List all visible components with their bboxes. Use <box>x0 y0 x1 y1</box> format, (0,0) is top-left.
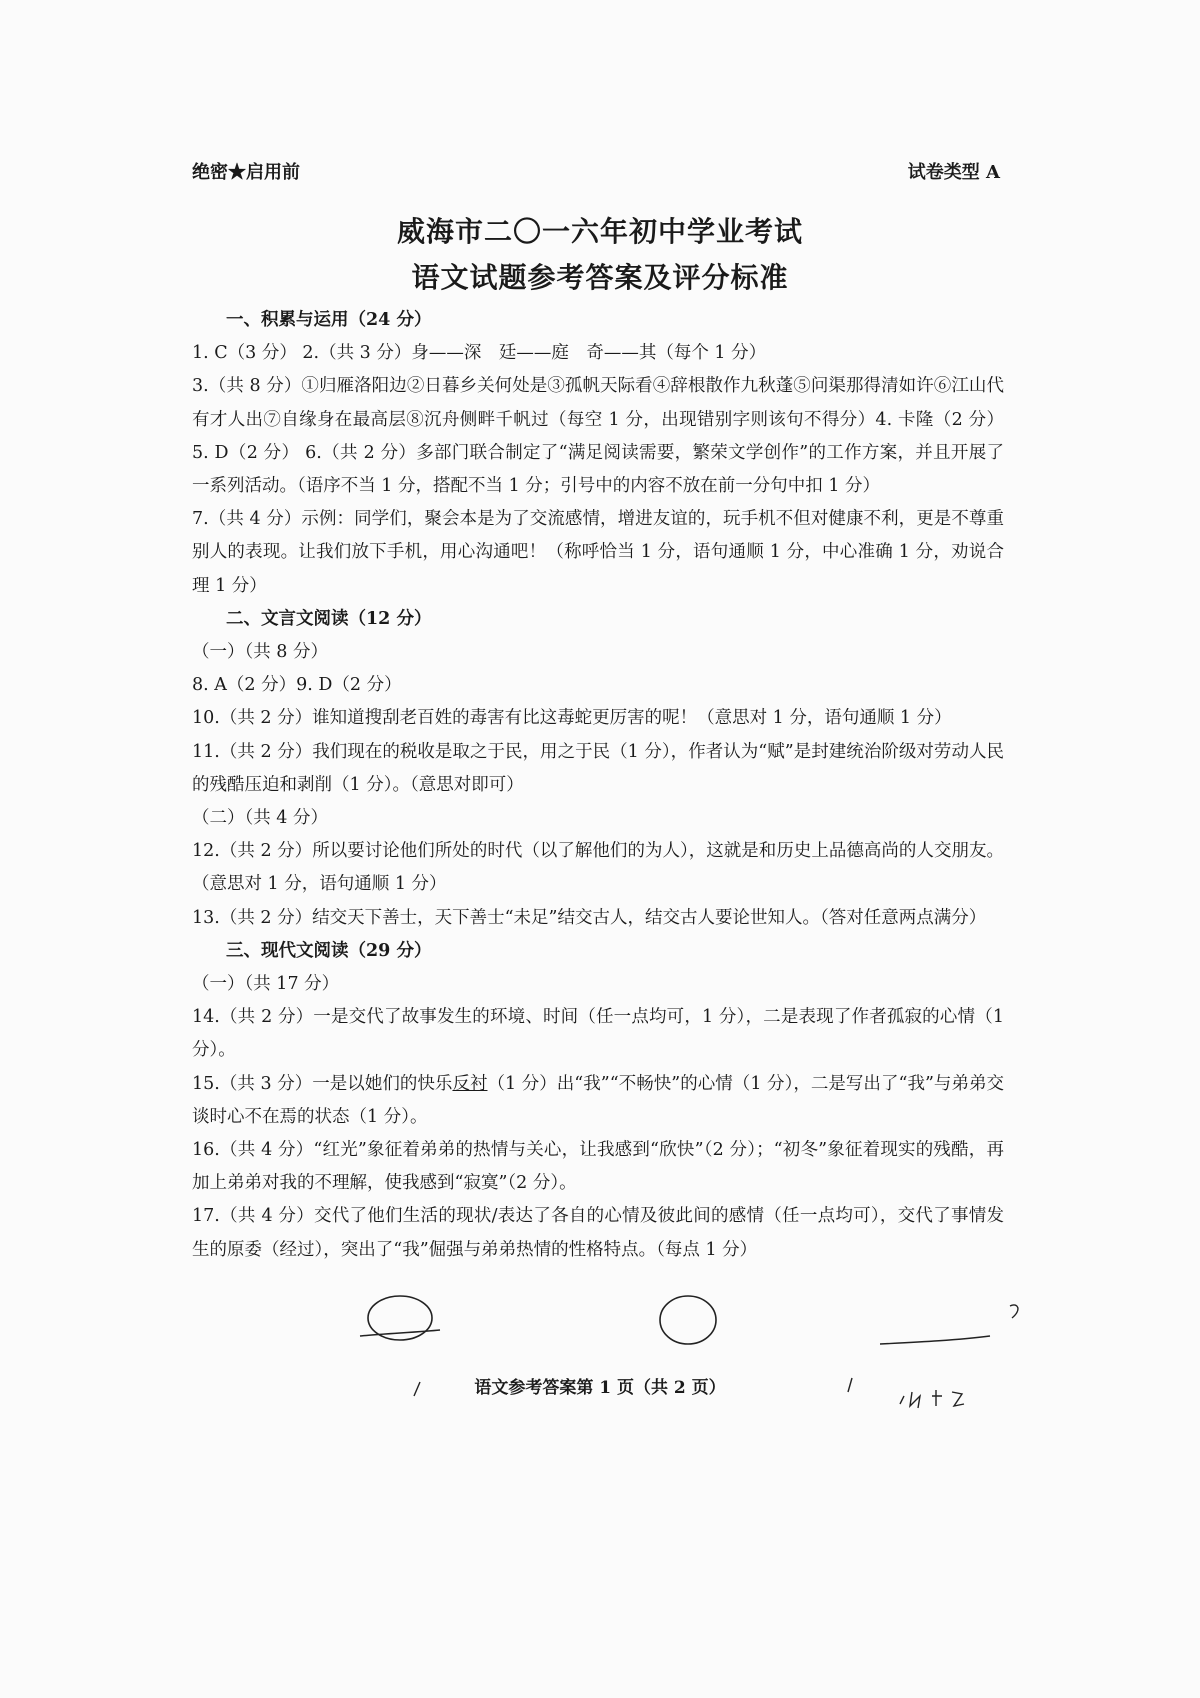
answer-item: 12.（共 2 分）所以要讨论他们所处的时代（以了解他们的为人），这就是和历史上品德高尚的人交朋友。（意思对 1 分，语句通顺 1 分） <box>192 841 1004 895</box>
answer-item: 16.（共 4 分）“红光”象征着弟弟的热情与关心，让我感到“欣快”（2 分）；“初冬”象征着现实的残酷，再加上弟弟对我的不理解，使我感到“寂寞”（2 分）。 <box>192 1140 1004 1194</box>
answer-item <box>192 1068 1004 1134</box>
answer-item: 1. C（3 分） 2.（共 3 分）身——深 廷——庭 奇——其（每个 1 分） <box>192 343 767 364</box>
paper-type-label: 试卷类型 A <box>907 162 1000 183</box>
answer-body <box>192 304 1004 1267</box>
answer-item: 11.（共 2 分）我们现在的税收是取之于民，用之于民（1 分），作者认为“赋”是封建统治阶级对劳动人民的残酷压迫和剥削（1 分）。（意思对即可） <box>192 741 1004 795</box>
section-heading: 二、文言文阅读（12 分） <box>226 608 432 629</box>
pen-circle-mark <box>660 1296 716 1344</box>
pen-circle-mark <box>368 1296 432 1340</box>
answer-item: 14.（共 2 分）一是交代了故事发生的环境、时间（任一点均可，1 分），二是表现了作者孤寂的心情（1 分）。 <box>192 1007 1004 1061</box>
page-title: 威海市二〇一六年初中学业考试 <box>396 215 803 248</box>
pen-stroke-mark <box>880 1336 990 1344</box>
answer-item: 3.（共 8 分）①归雁洛阳边②日暮乡关何处是③孤帆天际看④辞根散作九秋蓬⑤问渠那得清如许⑥江山代有才人出⑦自缘身在最高层⑧沉舟侧畔千帆过（每空 1 分，出现错别字则该句不得分）4. 卡隆（2 分） 5. D（2 分） 6.（共 2 分）多部门联合制定了“满足阅读需要，繁荣文学创作”的工作方案，并且开展了一系列活动。（语序不当 1 分，搭配不当 1 分；引号中的内容不放在前一分句中扣 1 分） <box>192 376 1004 497</box>
section-heading: 一、积累与运用（24 分） <box>226 310 432 330</box>
answer-text: （1 分）出“我”“不畅快”的心情（1 分），二是写出了“我”与弟弟交谈时心不在焉的状态（1 分）。 <box>192 1073 1005 1127</box>
answer-item: 13.（共 2 分）结交天下善士，天下善士“未足”结交古人，结交古人要论世知人。（答对任意两点满分） <box>192 907 987 928</box>
pen-stroke-mark <box>360 1330 440 1336</box>
answer-item: 17.（共 4 分）交代了他们生活的现状/表达了各自的心情及彼此间的感情（任一点均可），交代了事情发生的原委（经过），突出了“我”倔强与弟弟热情的性格特点。（每点 1 分） <box>192 1206 1004 1260</box>
page-subtitle: 语文试题参考答案及评分标准 <box>411 261 789 294</box>
page-footer: 语文参考答案第 1 页（共 2 页） <box>474 1378 726 1398</box>
answer-item: 10.（共 2 分）谁知道搜刮老百姓的毒害有比这毒蛇更厉害的呢！（意思对 1 分，语句通顺 1 分） <box>192 708 952 729</box>
pen-stroke-mark <box>1010 1305 1018 1318</box>
subsection-label: （一）（共 17 分） <box>192 974 340 995</box>
subsection-label: （一）（共 8 分） <box>192 642 329 663</box>
section-heading: 三、现代文阅读（29 分） <box>226 940 432 961</box>
underlined-term: 反衬 <box>452 1073 488 1094</box>
confidential-label: 绝密★启用前 <box>192 162 300 183</box>
subsection-label: （二）（共 4 分） <box>192 808 329 829</box>
answer-item: 8. A（2 分）9. D（2 分） <box>192 675 402 696</box>
answer-item: 7.（共 4 分）示例：同学们，聚会本是为了交流感情，增进友谊的，玩手机不但对健康不利，更是不尊重别人的表现。让我们放下手机，用心沟通吧！（称呼恰当 1 分，语句通顺 1 分，中心准确 1 分，劝说合理 1 分） <box>192 509 1004 596</box>
answer-text: 15.（共 3 分）一是以她们的快乐 <box>192 1073 453 1094</box>
